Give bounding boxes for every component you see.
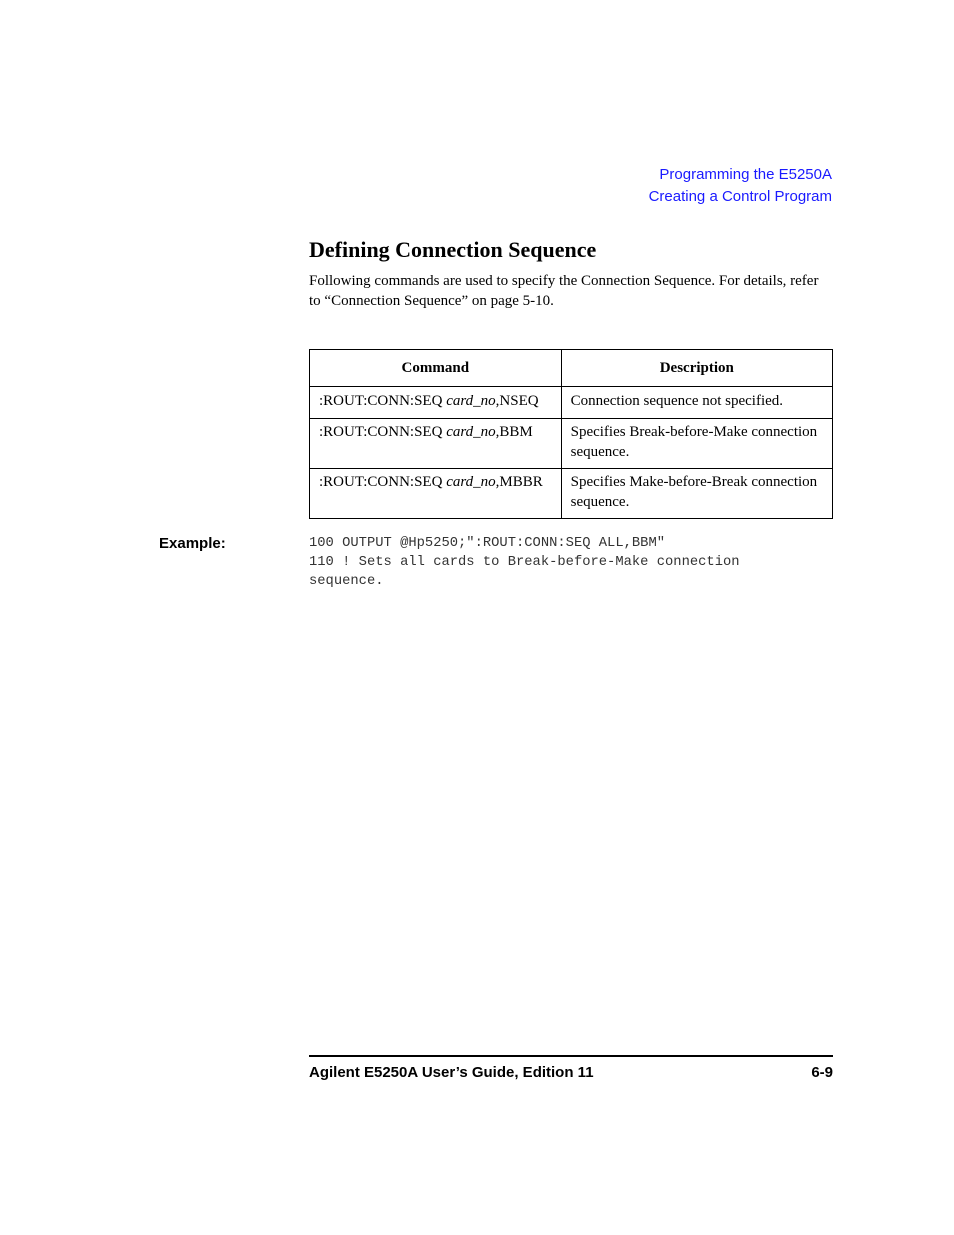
section-link[interactable]: Creating a Control Program xyxy=(648,188,832,205)
code-line: 100 OUTPUT @Hp5250;":ROUT:CONN:SEQ ALL,BBM" xyxy=(309,536,666,551)
footer-title: Agilent E5250A User’s Guide, Edition 11 xyxy=(309,1064,594,1081)
command-prefix: :ROUT:CONN:SEQ xyxy=(319,393,447,409)
command-cell xyxy=(310,419,562,469)
code-line: 110 ! Sets all cards to Break-before-Make connection xyxy=(309,555,740,570)
column-header-command: Command xyxy=(310,350,562,387)
table-row xyxy=(310,387,833,419)
command-table xyxy=(309,349,833,519)
intro-paragraph: Following commands are used to specify the Connection Sequence. For details, refer to “Connection Sequence” on page 5-10. xyxy=(309,273,819,309)
command-suffix: ,BBM xyxy=(495,424,533,440)
example-label: Example: xyxy=(159,535,226,552)
command-param: card_no xyxy=(446,393,496,409)
section-title: Defining Connection Sequence xyxy=(309,237,597,262)
command-suffix: ,NSEQ xyxy=(495,393,539,409)
command-param: card_no xyxy=(446,474,496,490)
table-row xyxy=(310,469,833,519)
example-code-block xyxy=(309,534,740,591)
table-row xyxy=(310,419,833,469)
description-cell: Specifies Break-before-Make connection sequence. xyxy=(561,419,832,469)
table-header-row xyxy=(310,350,833,387)
command-param: card_no xyxy=(446,424,496,440)
description-cell: Specifies Make-before-Break connection sequence. xyxy=(561,469,832,519)
description-cell: Connection sequence not specified. xyxy=(561,387,832,419)
command-suffix: ,MBBR xyxy=(495,474,543,490)
command-prefix: :ROUT:CONN:SEQ xyxy=(319,474,447,490)
footer-divider xyxy=(309,1055,833,1057)
command-prefix: :ROUT:CONN:SEQ xyxy=(319,424,447,440)
column-header-description: Description xyxy=(561,350,832,387)
running-header xyxy=(649,164,832,208)
chapter-link[interactable]: Programming the E5250A xyxy=(659,166,832,183)
code-line: sequence. xyxy=(309,574,384,589)
command-cell xyxy=(310,469,562,519)
page-number: 6-9 xyxy=(811,1064,833,1081)
command-cell xyxy=(310,387,562,419)
